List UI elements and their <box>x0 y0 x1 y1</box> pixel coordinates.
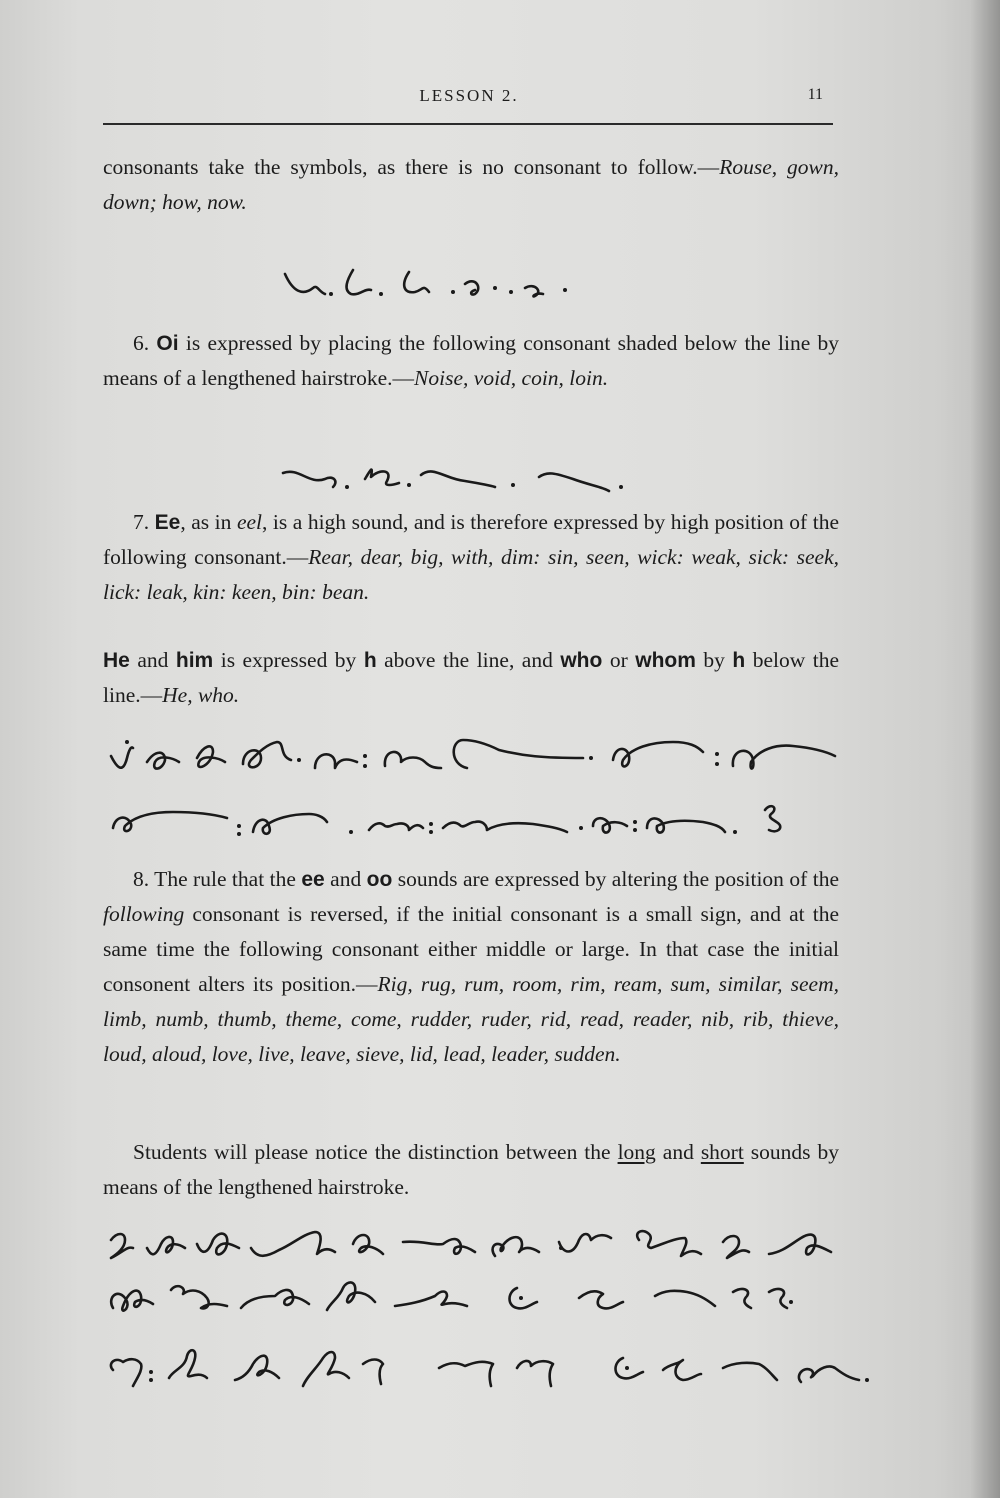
shorthand-glyph <box>111 1234 133 1258</box>
examples: He, who. <box>162 683 240 707</box>
shorthand-dot <box>493 286 497 290</box>
shorthand-glyph <box>385 752 441 768</box>
shorthand-glyph <box>169 1350 207 1378</box>
shorthand-glyph <box>315 754 357 768</box>
shorthand-glyph <box>559 1234 611 1252</box>
shorthand-dot <box>125 740 129 744</box>
shorthand-glyph <box>616 1358 644 1378</box>
shorthand-dot <box>429 822 433 826</box>
shorthand-glyph <box>655 1291 715 1306</box>
shorthand-glyph <box>241 1290 309 1308</box>
shorthand-dot <box>363 764 367 768</box>
keyword: Ee <box>154 511 181 534</box>
shorthand-glyph <box>663 1360 701 1380</box>
shorthand-glyph <box>111 1359 141 1386</box>
shorthand-glyph <box>197 746 225 767</box>
shorthand-glyph <box>353 1235 383 1254</box>
shorthand-glyph <box>637 1231 701 1256</box>
shorthand-glyph <box>111 1291 153 1311</box>
page-header <box>103 86 835 116</box>
underlined-word: short <box>700 1140 744 1164</box>
shorthand-glyph <box>363 1360 383 1385</box>
shorthand-glyph <box>113 812 227 831</box>
shorthand-figure-4 <box>103 1218 883 1418</box>
keyword: Oi <box>156 332 179 355</box>
shorthand-glyph <box>769 1289 787 1308</box>
shorthand-row-1 <box>103 262 863 312</box>
shorthand-glyph <box>647 818 725 832</box>
shorthand-dot <box>237 824 241 828</box>
shorthand-dot <box>345 485 349 489</box>
shorthand-glyph <box>327 1282 375 1310</box>
shorthand-row-3 <box>103 728 863 858</box>
shorthand-dot <box>509 290 513 294</box>
shorthand-dot <box>329 292 333 296</box>
examples: Rear, dear, big, with, dim: sin, seen, wick: weak, sick: seek, lick: leak, kin: keen, bin: bean. <box>103 545 839 604</box>
shorthand-glyph <box>493 1237 539 1256</box>
examples: Noise, void, coin, loin. <box>414 366 609 390</box>
shorthand-glyph <box>799 1366 859 1382</box>
shorthand-dot <box>625 1366 629 1370</box>
shorthand-glyph <box>517 1361 553 1386</box>
shorthand-dot <box>733 830 737 834</box>
shorthand-glyph <box>404 272 429 292</box>
paragraph-8-note: Students will please notice the distinction between the long and short sounds by means of the lengthened hairstroke. <box>103 1140 840 1199</box>
shorthand-glyph <box>769 1235 831 1255</box>
paragraph-continuation: consonants take the symbols, as there is no consonant to follow.—Rouse, gown, down; how, now. <box>103 155 839 214</box>
shorthand-dot <box>519 1296 523 1300</box>
shorthand-figure-1 <box>103 262 863 312</box>
shorthand-dot <box>297 758 301 762</box>
shorthand-glyph <box>303 1352 349 1386</box>
shorthand-glyph <box>765 806 780 831</box>
shorthand-row-5 <box>103 1218 863 1418</box>
shorthand-glyph <box>283 472 335 487</box>
shorthand-dot <box>429 830 433 834</box>
shorthand-glyph <box>723 1236 749 1258</box>
shorthand-glyph <box>365 470 399 485</box>
section-number: 6. <box>133 331 150 355</box>
shorthand-dot <box>559 1246 563 1250</box>
examples: Rig, rug, rum, room, rim, ream, sum, similar, seem, limb, numb, thumb, theme, come, rudder, ruder, rid, read, reader, nib, rib, thieve, loud, aloud, love, live, leave, sieve, lid, lead, leader, sudden. <box>103 972 840 1066</box>
shorthand-glyph <box>733 1289 751 1308</box>
shorthand-figure-3 <box>103 728 863 858</box>
shorthand-glyph <box>454 740 583 768</box>
shorthand-glyph <box>525 286 543 296</box>
paragraph-7-he-who: He and him is expressed by h above the line, and who or whom by h below the line.—He, who. <box>103 648 840 707</box>
shorthand-glyph <box>733 746 835 769</box>
page-edge-shadow <box>970 0 1000 1498</box>
examples: Rouse, gown, down; how, now. <box>103 155 839 214</box>
shorthand-figure-2 <box>103 455 863 505</box>
shorthand-dot <box>619 485 623 489</box>
shorthand-glyph <box>171 1286 227 1308</box>
shorthand-glyph <box>147 1237 185 1254</box>
section-number: 7. <box>133 510 150 534</box>
shorthand-glyph <box>539 473 609 491</box>
shorthand-glyph <box>111 747 133 767</box>
shorthand-dot <box>715 752 719 756</box>
shorthand-glyph <box>147 753 179 769</box>
shorthand-glyph <box>465 281 478 294</box>
shorthand-glyph <box>369 823 423 830</box>
shorthand-dot <box>589 756 593 760</box>
shorthand-glyph <box>251 1232 335 1256</box>
shorthand-dot <box>237 832 241 836</box>
shorthand-row-2 <box>103 455 863 505</box>
shorthand-glyph <box>395 1292 467 1307</box>
shorthand-dot <box>865 1378 869 1382</box>
shorthand-glyph <box>579 1291 623 1308</box>
shorthand-glyph <box>253 814 327 834</box>
shorthand-glyph <box>421 471 495 487</box>
shorthand-dot <box>407 483 411 487</box>
shorthand-dot <box>633 828 637 832</box>
shorthand-dot <box>379 292 383 296</box>
paragraph-8: 8. The rule that the ee and oo sounds are expressed by altering the position of the following consonant is reversed, if the initial consonant is a small sign, and at the same time the following consonant either middle or large. In that case the initial consonent alters its position.—Rig, rug, rum, room, rim, ream, sum, similar, seem, limb, numb, thumb, theme, come, rudder, ruder, rid, read, reader, nib, rib, thieve, loud, aloud, love, live, leave, sieve, lid, lead, leader, sudden. <box>103 867 840 1066</box>
shorthand-glyph <box>197 1234 239 1255</box>
shorthand-dot <box>633 820 637 824</box>
shorthand-dot <box>511 483 515 487</box>
section-number: 8. <box>133 867 150 891</box>
page-number: 11 <box>807 86 823 103</box>
shorthand-glyph <box>235 1356 279 1380</box>
shorthand-glyph <box>593 818 627 832</box>
shorthand-glyph <box>443 822 567 832</box>
shorthand-glyph <box>403 1239 475 1254</box>
shorthand-glyph <box>439 1362 493 1386</box>
shorthand-glyph <box>613 742 703 766</box>
shorthand-dot <box>363 754 367 758</box>
shorthand-glyph <box>723 1363 777 1380</box>
running-head: LESSON 2. <box>419 86 519 105</box>
paragraph-7: 7. Ee, as in eel, is a high sound, and is therefore expressed by high position of the following consonant.—Rear, dear, big, with, dim: sin, seen, wick: weak, sick: seek, lick: leak, kin: keen, bin: bean. <box>103 510 839 604</box>
shorthand-dot <box>579 826 583 830</box>
shorthand-dot <box>349 830 353 834</box>
shorthand-glyph <box>347 270 371 294</box>
shorthand-dot <box>451 290 455 294</box>
shorthand-dot <box>149 1378 153 1382</box>
shorthand-glyph <box>285 274 325 294</box>
shorthand-dot <box>149 1370 153 1374</box>
underlined-word: long <box>617 1140 656 1164</box>
shorthand-dot <box>789 1300 793 1304</box>
header-rule <box>103 123 833 125</box>
shorthand-glyph <box>243 742 291 767</box>
shorthand-dot <box>715 762 719 766</box>
shorthand-glyph <box>510 1288 538 1308</box>
paragraph-6: 6. Oi is expressed by placing the following consonant shaded below the line by means of a lengthened hairstroke.—Noise, void, coin, loin. <box>103 331 840 390</box>
shorthand-dot <box>563 288 567 292</box>
